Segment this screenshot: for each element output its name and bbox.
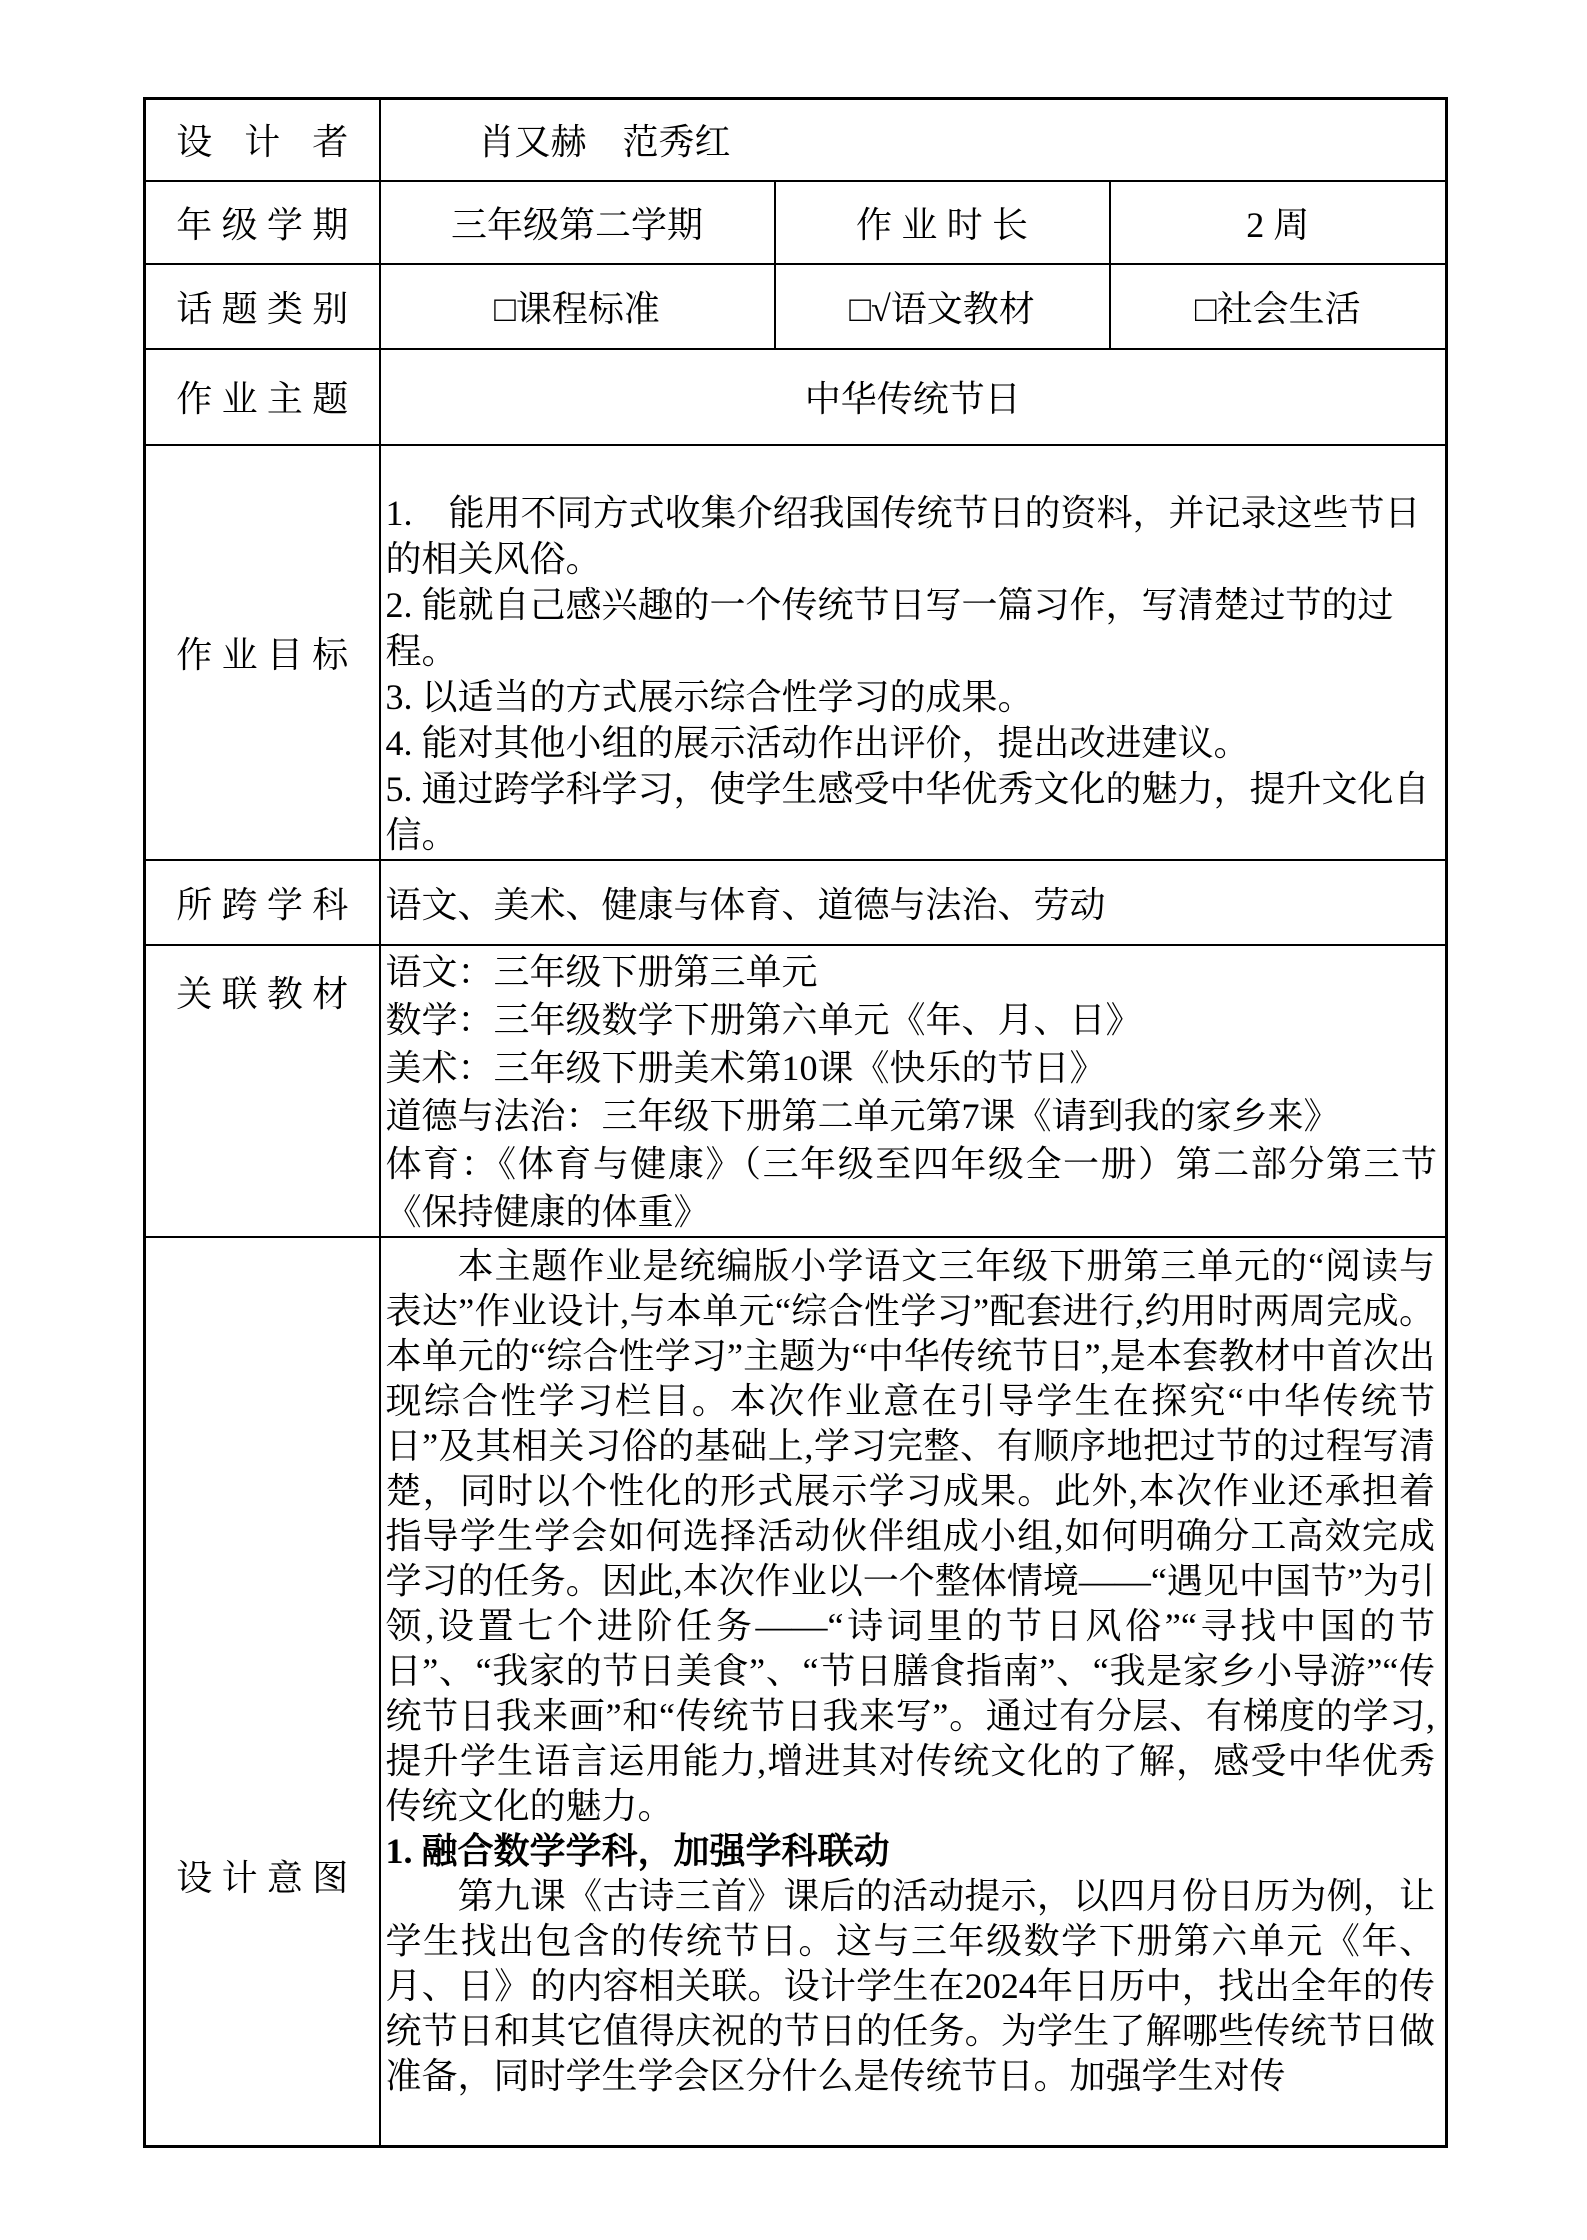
text-line: 道德与法治：三年级下册第二单元第7课《请到我的家乡来》 [385, 1095, 1340, 1136]
text-line: 数学：三年级数学下册第六单元《年、月、日》 [385, 999, 1142, 1040]
materials-label-cell [145, 945, 380, 1237]
text-line: 5. 通过跨学科学习，使学生感受中华优秀文化的魅力，提升文化自信。 [385, 768, 1430, 855]
goals-label: 作业目标 [176, 634, 349, 675]
intent-math-paragraph: 第九课《古诗三首》课后的活动提示，以四月份日历为例，让学生找出包含的传统节日。这与三年级数学下册第六单元《年、月、日》的内容相关联。设计学生在2024年日历中，找出全年的传统节日和其它值得庆祝的节日的任务。为学生了解哪些传统节日做准备，同时学生学会区分什么是传统节日。加强学生对传 [385, 1875, 1436, 2096]
intent-content [380, 1237, 1447, 2147]
topic-option-social-life: □社会生活 [1110, 264, 1447, 349]
text-line: 2. 能就自己感兴趣的一个传统节日写一篇习作，写清楚过节的过程。 [385, 584, 1394, 671]
grade-label-cell [145, 181, 380, 264]
row-designer [145, 99, 1447, 181]
topic-label-cell [145, 264, 380, 349]
row-theme [145, 349, 1447, 445]
subjects-label-cell [145, 860, 380, 945]
text-line: 3. 以适当的方式展示综合性学习的成果。 [385, 676, 1034, 717]
row-subjects [145, 860, 1447, 945]
goals-list [380, 445, 1447, 860]
duration-label: 作业时长 [856, 204, 1028, 245]
topic-option-chinese-textbook: □√语文教材 [775, 264, 1110, 349]
text-line: 4. 能对其他小组的展示活动作出评价，提出改进建议。 [385, 722, 1250, 763]
theme-label: 作业主题 [176, 379, 349, 419]
subjects-label: 所跨学科 [176, 884, 349, 925]
designer-label-cell [145, 99, 380, 181]
row-topic-category [145, 264, 1447, 349]
theme-label-cell [145, 349, 380, 445]
designer-value: 肖又赫 范秀红 [380, 99, 1447, 181]
row-materials [145, 945, 1447, 1237]
grade-value: 三年级第二学期 [380, 181, 775, 264]
intent-label-cell [145, 1237, 380, 2147]
text-line: 语文：三年级下册第三单元 [385, 951, 818, 992]
grade-label: 年级学期 [176, 204, 349, 245]
row-goals [145, 445, 1447, 860]
duration-value: 2 周 [1110, 181, 1447, 264]
duration-label-cell [775, 181, 1110, 264]
intent-label: 设计意图 [176, 1857, 349, 1898]
goals-label-cell [145, 445, 380, 860]
text-line: 体育：《体育与健康》（三年级至四年级全一册）第二部分第三节《保持健康的体重》 [385, 1143, 1438, 1232]
intent-math-heading: 1. 融合数学学科，加强学科联动 [385, 1830, 890, 1871]
subjects-value: 语文、美术、健康与体育、道德与法治、劳动 [380, 860, 1447, 945]
text-line: 美术：三年级下册美术第10课《快乐的节日》 [385, 1047, 1106, 1088]
row-intent [145, 1237, 1447, 2147]
theme-value: 中华传统节日 [380, 349, 1447, 445]
text-line: 1. 能用不同方式收集介绍我国传统节日的资料，并记录这些节日的相关风俗。 [385, 492, 1421, 579]
homework-design-table [143, 97, 1448, 2148]
designer-label: 设计者 [176, 122, 349, 163]
topic-label: 话题类别 [176, 288, 349, 329]
topic-option-course-standard: □课程标准 [380, 264, 775, 349]
materials-label: 关联教材 [176, 973, 349, 1014]
row-grade [145, 181, 1447, 264]
intent-overview-paragraph: 本主题作业是统编版小学语文三年级下册第三单元的“阅读与表达”作业设计,与本单元“综合性学习”配套进行,约用时两周完成。本单元的“综合性学习”主题为“中华传统节日”,是本套教材中首次出现综合性学习栏目。本次作业意在引导学生在探究“中华传统节日”及其相关习俗的基础上,学习完整、有顺序地把过节的过程写清楚，同时以个性化的形式展示学习成果。此外,本次作业还承担着指导学生学会如何选择活动伙伴组成小组,如何明确分工高效完成学习的任务。因此,本次作业以一个整体情境——“遇见中国节”为引领,设置七个进阶任务——“诗词里的节日风俗”“寻找中国的节日”、“我家的节日美食”、“节日膳食指南”、“我是家乡小导游”“传统节日我来画”和“传统节日我来写”。通过有分层、有梯度的学习,提升学生语言运用能力,增进其对传统文化的了解，感受中华优秀传统文化的魅力。 [385, 1245, 1436, 1826]
materials-list [380, 945, 1447, 1237]
